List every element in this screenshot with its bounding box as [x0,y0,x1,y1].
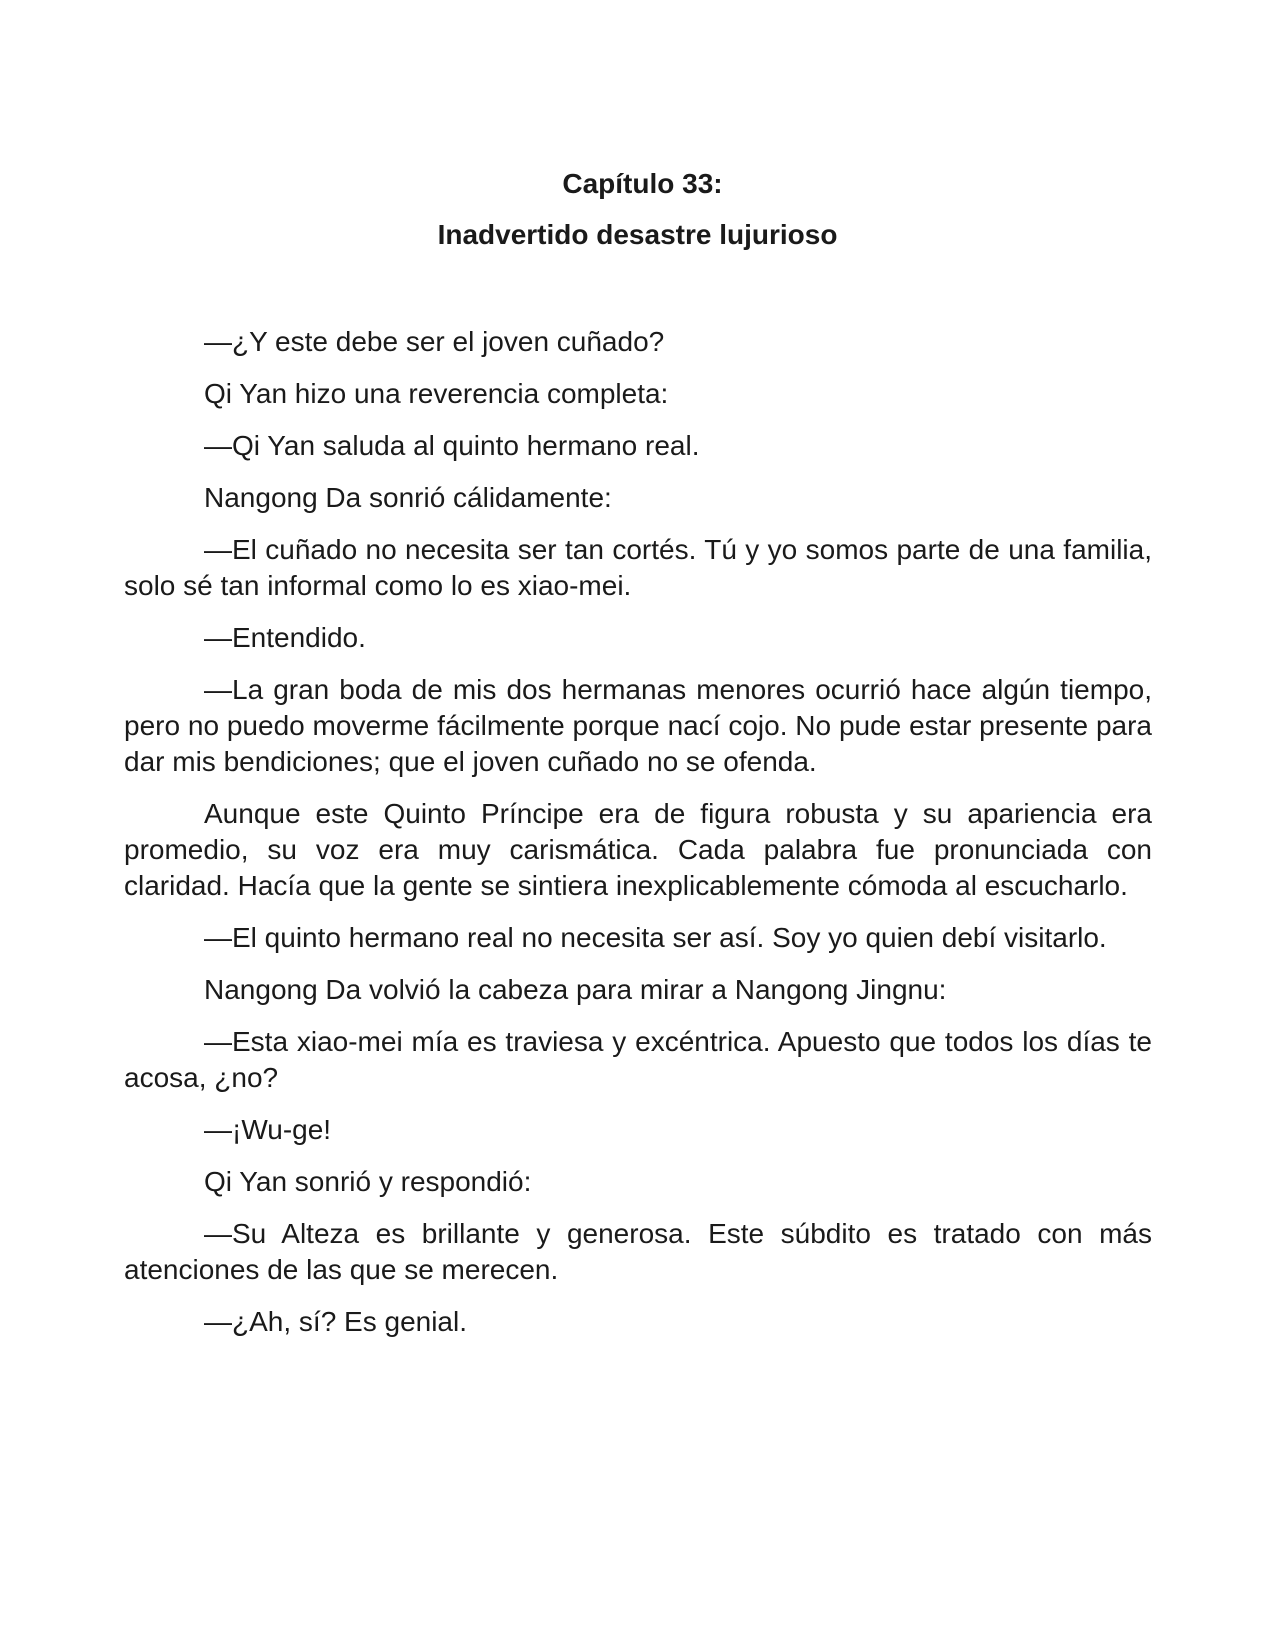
paragraph: —¡Wu-ge! [204,1114,332,1145]
paragraph: Nangong Da volvió la cabeza para mirar a Nangong Jingnu: [204,974,947,1005]
paragraph: —El quinto hermano real no necesita ser así. Soy yo quien debí visitarlo. [204,922,1107,953]
paragraph: Aunque este Quinto Príncipe era de figura robusta y su apariencia era promedio, su voz era muy carismática. Cada palabra fue pronunciada con claridad. Hacía que la gente se sintiera inexplicablemente cómoda al escucharlo. [124,798,1152,901]
paragraph: —¿Y este debe ser el joven cuñado? [204,326,665,357]
paragraph: —¿Ah, sí? Es genial. [204,1306,468,1337]
chapter-number: Capítulo 33: [562,168,723,199]
paragraph: —Qi Yan saluda al quinto hermano real. [204,430,700,461]
paragraph: —La gran boda de mis dos hermanas menores ocurrió hace algún tiempo, pero no puedo moverme fácilmente porque nací cojo. No pude estar presente para dar mis bendiciones; que el joven cuñado no se ofenda. [124,674,1152,777]
paragraph: Qi Yan hizo una reverencia completa: [204,378,669,409]
paragraph: —El cuñado no necesita ser tan cortés. Tú y yo somos parte de una familia, solo sé tan informal como lo es xiao-mei. [124,534,1152,601]
paragraph: —Su Alteza es brillante y generosa. Este súbdito es tratado con más atenciones de las que se merecen. [124,1218,1152,1285]
paragraph: Nangong Da sonrió cálidamente: [204,482,612,513]
paragraph: —Esta xiao-mei mía es traviesa y excéntrica. Apuesto que todos los días te acosa, ¿no? [124,1026,1152,1093]
paragraph: Qi Yan sonrió y respondió: [204,1166,532,1197]
chapter-body [124,324,1152,1356]
paragraph: —Entendido. [204,622,366,653]
chapter-title: Inadvertido desastre lujurioso [437,219,838,250]
